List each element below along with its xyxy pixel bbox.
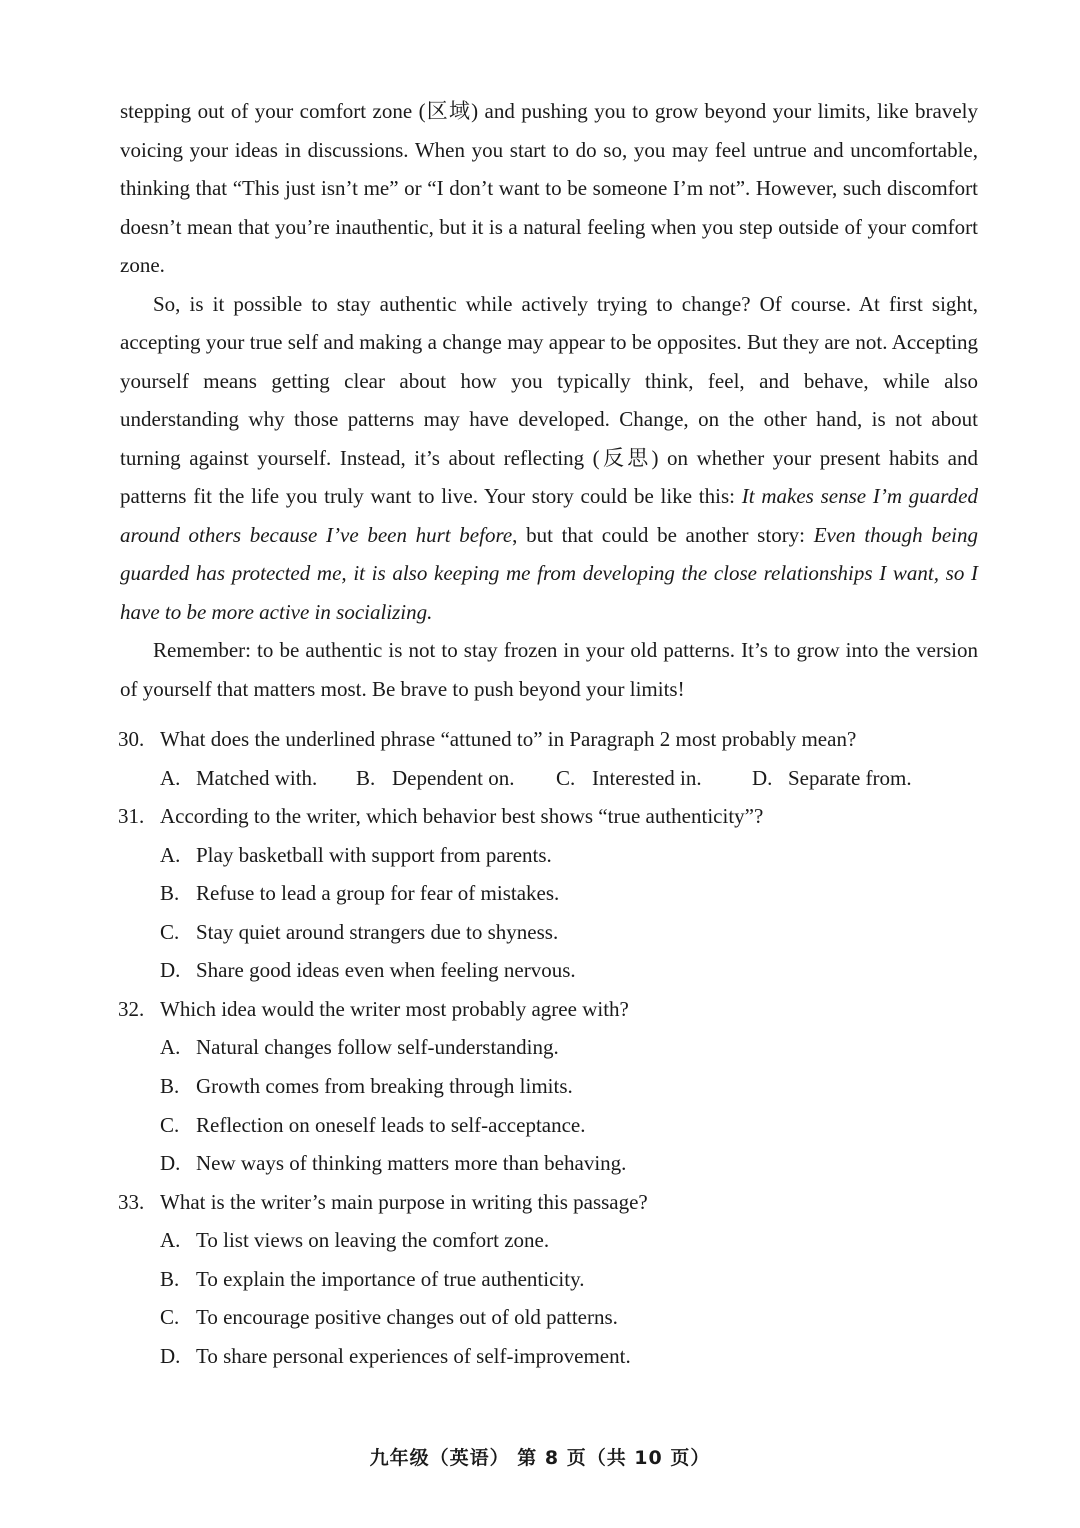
question-33 (118, 1183, 988, 1222)
option-d[interactable] (752, 759, 912, 798)
option-text: To list views on leaving the comfort zone. (196, 1228, 550, 1253)
passage-paragraph-3 (120, 631, 978, 708)
paragraph-2-text-1: So, is it possible to stay authentic while actively trying to change? Of course. At first sight, accepting your true self and making a change may appear to be opposites. But they are not. Accepting yourself means getting clear about how you typically think, feel, and behave, while also understanding why those patterns may have developed. Change, on the other hand, is not about turning against yourself. Instead, it’s about reflecting (反思) on whether your present habits and patterns fit the life you truly want to live. Your story could be like this: (120, 291, 978, 508)
option-letter: B. (160, 1073, 180, 1098)
option-text: Play basketball with support from parents. (196, 842, 552, 867)
page-footer: 九年级（英语） 第 8 页（共 10 页） (369, 1447, 711, 1469)
option-b[interactable] (118, 1067, 988, 1106)
paragraph-1-text: stepping out of your comfort zone (区域) and pushing you to grow beyond your limits, like bravely voicing your ideas in discussions. When you start to do so, you may feel untrue and uncomfortable, thinking that “This just isn’t me” or “I don’t want to be someone I’m not”. However, such discomfort doesn’t mean that you’re inauthentic, but it is a natural feeling when you step outside of your comfort zone. (120, 99, 978, 277)
question-text: What is the writer’s main purpose in writing this passage? (160, 1189, 648, 1214)
option-letter: A. (160, 842, 181, 867)
paragraph-2-text-2: , but that could be another story: (512, 522, 814, 547)
option-letter: B. (356, 765, 376, 790)
option-letter: B. (160, 1266, 180, 1291)
question-text: According to the writer, which behavior best shows “true authenticity”? (160, 804, 764, 828)
question-number: 31. (118, 804, 145, 828)
passage-paragraph-1 (120, 92, 978, 285)
option-b[interactable] (118, 874, 988, 913)
option-letter: C. (160, 919, 180, 944)
option-a[interactable] (118, 1028, 988, 1067)
option-letter: D. (160, 1151, 181, 1176)
option-a[interactable] (118, 1221, 988, 1260)
option-text: New ways of thinking matters more than behaving. (196, 1151, 627, 1176)
option-letter: D. (160, 958, 181, 983)
question-30 (118, 720, 988, 759)
option-letter: C. (160, 1112, 180, 1137)
option-letter: D. (160, 1344, 181, 1369)
question-text: Which idea would the writer most probably agree with? (160, 996, 629, 1021)
option-text: Interested in. (592, 765, 702, 790)
question-31 (118, 797, 988, 836)
option-text: Share good ideas even when feeling nervous. (196, 958, 576, 983)
option-letter: D. (752, 765, 773, 790)
option-text: Growth comes from breaking through limits. (196, 1073, 573, 1098)
option-letter: A. (160, 765, 181, 790)
option-a[interactable] (118, 836, 988, 875)
question-32 (118, 990, 988, 1029)
option-d[interactable] (118, 1144, 988, 1183)
option-letter: B. (160, 881, 180, 906)
question-number: 32. (118, 996, 145, 1021)
paragraph-2-italic-2: Even though being guarded has protected me, it is also keeping me from developing the close relationships I want, so I have to be more active in socializing. (120, 522, 978, 624)
option-text: Reflection on oneself leads to self-acceptance. (196, 1112, 586, 1137)
option-a[interactable] (160, 759, 356, 798)
option-d[interactable] (118, 951, 988, 990)
paragraph-2-italic-1: It makes sense I’m guarded around others because I’ve been hurt before (120, 484, 978, 547)
option-text: Stay quiet around strangers due to shyness. (196, 919, 559, 944)
option-letter: C. (160, 1305, 180, 1330)
option-text: Dependent on. (392, 765, 515, 790)
question-text: What does the underlined phrase “attuned to” in Paragraph 2 most probably mean? (160, 727, 857, 751)
passage-paragraph-2 (120, 285, 978, 632)
question-number: 30. (118, 727, 145, 751)
option-c[interactable] (118, 913, 988, 952)
option-text: Refuse to lead a group for fear of mistakes. (196, 881, 560, 906)
option-letter: A. (160, 1228, 181, 1253)
option-text: Natural changes follow self-understanding. (196, 1035, 559, 1060)
option-text: To encourage positive changes out of old patterns. (196, 1305, 618, 1330)
option-text: To share personal experiences of self-improvement. (196, 1344, 631, 1369)
option-b[interactable] (356, 759, 556, 798)
option-c[interactable] (118, 1298, 988, 1337)
question-list (118, 720, 988, 1376)
option-c[interactable] (556, 759, 752, 798)
question-30-options (118, 759, 988, 798)
option-text: Matched with. (196, 765, 318, 790)
option-b[interactable] (118, 1260, 988, 1299)
option-letter: C. (556, 765, 576, 790)
question-number: 33. (118, 1189, 145, 1214)
option-letter: A. (160, 1035, 181, 1060)
option-d[interactable] (118, 1337, 988, 1376)
paragraph-3-text: Remember: to be authentic is not to stay frozen in your old patterns. It’s to grow into the version of yourself that matters most. Be brave to push beyond your limits! (120, 638, 978, 701)
reading-passage (120, 92, 978, 708)
option-text: To explain the importance of true authenticity. (196, 1266, 585, 1291)
option-c[interactable] (118, 1106, 988, 1145)
option-text: Separate from. (788, 765, 912, 790)
